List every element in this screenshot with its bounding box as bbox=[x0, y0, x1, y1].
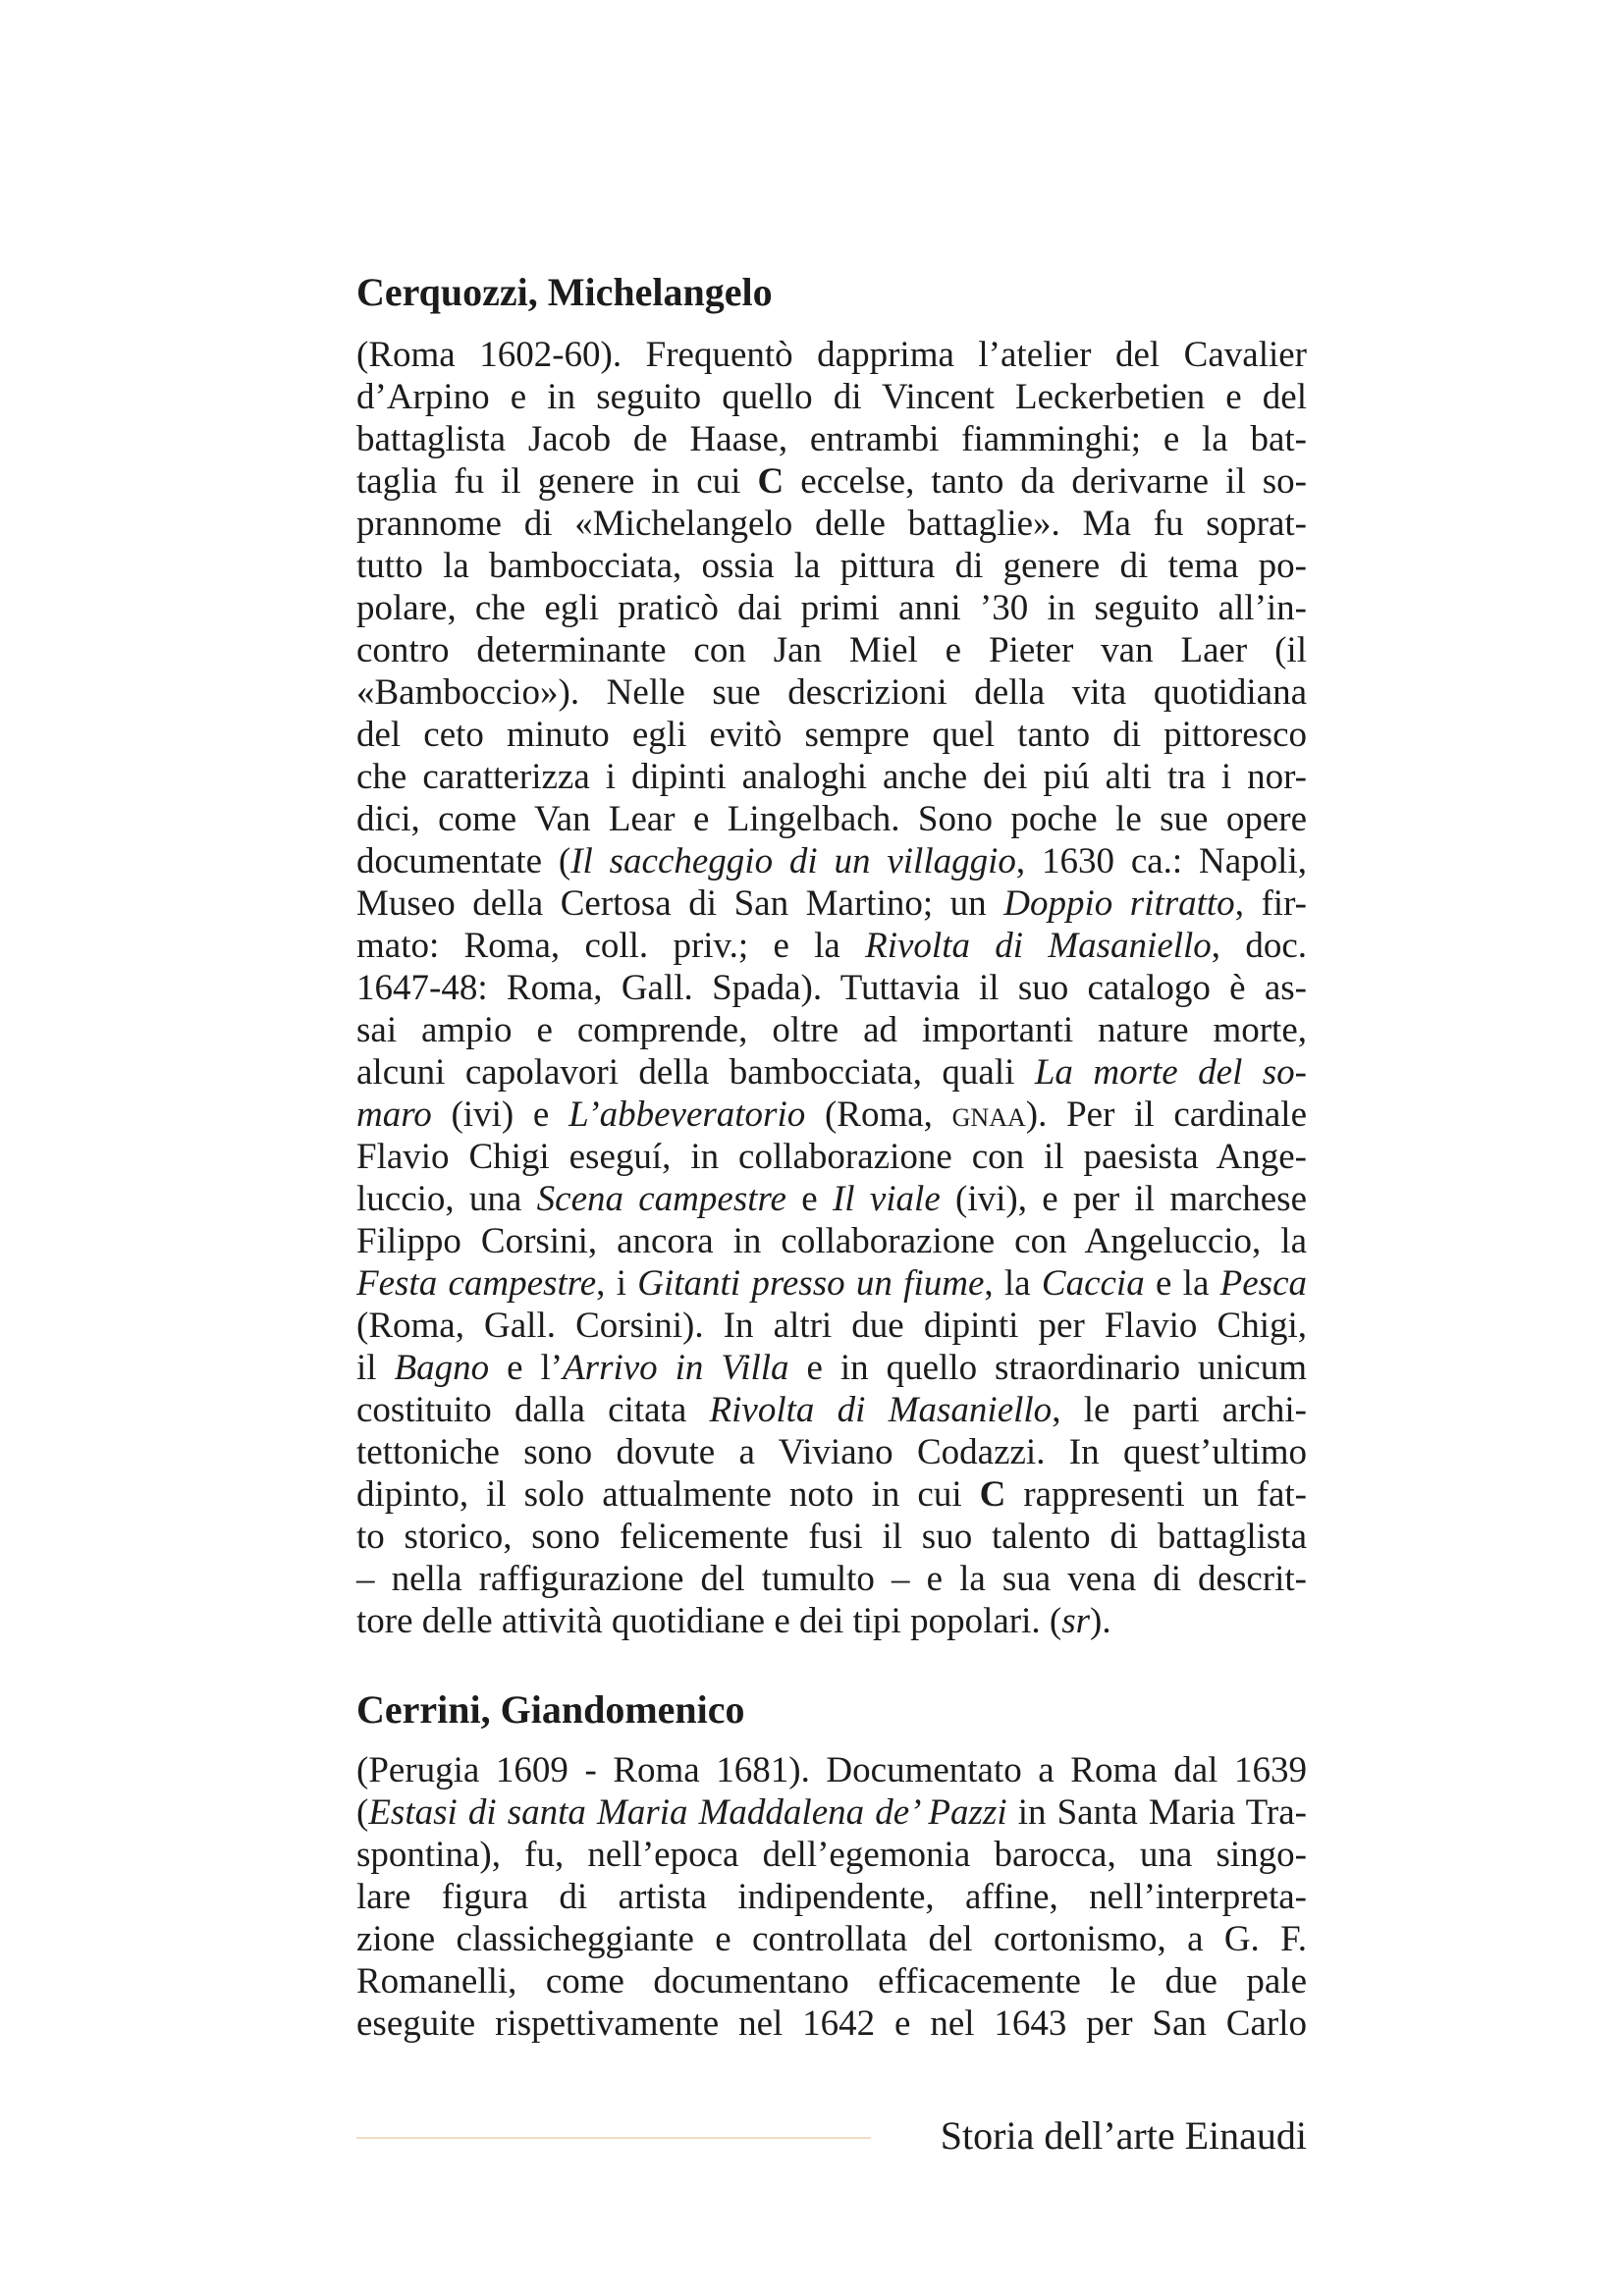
italic-run: Arrivo in Villa bbox=[563, 1348, 789, 1388]
text-run: e bbox=[785, 1179, 833, 1219]
text-line bbox=[356, 1136, 1307, 1178]
text-line bbox=[356, 1960, 1307, 2002]
italic-run: Gitanti presso un fiume bbox=[637, 1263, 985, 1304]
text-run: eccelse, tanto da derivarne il so- bbox=[784, 461, 1307, 502]
smallcaps-run: gnaa bbox=[951, 1095, 1026, 1135]
text-run: alcuni capolavori della bambocciata, quali bbox=[356, 1052, 1035, 1093]
text-line bbox=[356, 1094, 1307, 1136]
text-run: taglia fu il genere in cui bbox=[356, 461, 758, 502]
bold-run: C bbox=[979, 1474, 1006, 1515]
text-run: , le parti archi- bbox=[1052, 1390, 1308, 1430]
italic-run: La morte del so- bbox=[1034, 1052, 1308, 1093]
text-run: ( bbox=[356, 1792, 369, 1833]
text-run: luccio, una bbox=[356, 1179, 537, 1219]
text-run: Romanelli, come documentano efficacemente le due pale bbox=[356, 1961, 1307, 2002]
text-line bbox=[356, 376, 1307, 418]
italic-run: Festa campestre bbox=[356, 1263, 597, 1304]
text-line bbox=[356, 1262, 1307, 1305]
italic-run: maro bbox=[356, 1095, 432, 1135]
footer-rule bbox=[356, 2137, 871, 2139]
text-line bbox=[356, 756, 1307, 798]
text-line bbox=[356, 967, 1307, 1009]
text-run: zione classicheggiante e controllata del cortonismo, a G. F. bbox=[356, 1919, 1307, 1959]
text-line bbox=[356, 1834, 1307, 1876]
text-run: spontina), fu, nell’epoca dell’egemonia barocca, una singo- bbox=[356, 1835, 1307, 1875]
text-line bbox=[356, 503, 1307, 545]
italic-run: Caccia bbox=[1041, 1263, 1145, 1304]
text-line bbox=[356, 671, 1307, 714]
text-line bbox=[356, 1220, 1307, 1262]
text-run: , la bbox=[984, 1263, 1042, 1304]
text-line bbox=[356, 1516, 1307, 1558]
text-line bbox=[356, 545, 1307, 587]
text-line bbox=[356, 925, 1307, 967]
italic-run: Rivolta di Masaniello bbox=[865, 926, 1212, 966]
italic-run: Rivolta di Masaniello bbox=[709, 1390, 1053, 1430]
text-run: dipinto, il solo attualmente noto in cui bbox=[356, 1474, 980, 1515]
text-line bbox=[356, 1600, 1307, 1642]
text-line bbox=[356, 882, 1307, 925]
italic-run: Doppio ritratto bbox=[1003, 883, 1235, 924]
text-run: (ivi), e per il marchese bbox=[940, 1179, 1308, 1219]
italic-run: Estasi di santa Maria Maddalena de’ Pazzi bbox=[368, 1792, 1007, 1833]
text-line bbox=[356, 840, 1307, 882]
text-run: , i bbox=[596, 1263, 638, 1304]
bold-run: C bbox=[757, 461, 784, 502]
text-run: , doc. bbox=[1211, 926, 1307, 966]
text-line bbox=[356, 1051, 1307, 1094]
text-run: ). bbox=[1090, 1601, 1111, 1641]
text-run: «Bamboccio»). Nelle sue descrizioni della vita quotidiana bbox=[356, 672, 1307, 713]
text-line bbox=[356, 1431, 1307, 1473]
text-line bbox=[356, 714, 1307, 756]
text-line bbox=[356, 587, 1307, 629]
italic-run: L’abbeveratorio bbox=[568, 1095, 806, 1135]
entry-body-cerrini bbox=[356, 1749, 1307, 2045]
text-run: e la bbox=[1144, 1263, 1220, 1304]
text-run: Flavio Chigi eseguí, in collaborazione con il paesista Ange- bbox=[356, 1137, 1307, 1177]
italic-run: Il viale bbox=[832, 1179, 941, 1219]
text-line bbox=[356, 460, 1307, 503]
text-run: e l’ bbox=[489, 1348, 564, 1388]
text-run: del ceto minuto egli evitò sempre quel tanto di pittoresco bbox=[356, 715, 1307, 755]
text-run: (Roma 1602-60). Frequentò dapprima l’atelier del Cavalier bbox=[356, 335, 1307, 375]
italic-run: Scena campestre bbox=[536, 1179, 786, 1219]
text-run: lare figura di artista indipendente, affine, nell’interpreta- bbox=[356, 1877, 1307, 1917]
text-run: contro determinante con Jan Miel e Pieter van Laer (il bbox=[356, 630, 1307, 670]
text-run: (Roma, bbox=[805, 1095, 952, 1135]
text-run: il bbox=[356, 1348, 395, 1388]
text-line bbox=[356, 1305, 1307, 1347]
text-run: to storico, sono felicemente fusi il suo talento di battaglista bbox=[356, 1517, 1307, 1557]
entry-title-cerrini: Cerrini, Giandomenico bbox=[356, 1687, 745, 1732]
text-run: d’Arpino e in seguito quello di Vincent Leckerbetien e del bbox=[356, 377, 1307, 417]
text-line bbox=[356, 1791, 1307, 1834]
text-run: sai ampio e comprende, oltre ad importanti nature morte, bbox=[356, 1010, 1307, 1050]
text-line bbox=[356, 1876, 1307, 1918]
text-run: documentate ( bbox=[356, 841, 571, 881]
text-line bbox=[356, 334, 1307, 376]
text-run: eseguite rispettivamente nel 1642 e nel 1643 per San Carlo bbox=[356, 2003, 1307, 2044]
text-run: Museo della Certosa di San Martino; un bbox=[356, 883, 1004, 924]
text-run: che caratterizza i dipinti analoghi anche dei piú alti tra i nor- bbox=[356, 757, 1307, 797]
text-line bbox=[356, 1918, 1307, 1960]
italic-run: Pesca bbox=[1219, 1263, 1308, 1304]
text-run: tettoniche sono dovute a Viviano Codazzi. In quest’ultimo bbox=[356, 1432, 1307, 1472]
text-run: battaglista Jacob de Haase, entrambi fiamminghi; e la bat- bbox=[356, 419, 1307, 459]
text-run: ). Per il cardinale bbox=[1025, 1095, 1307, 1135]
text-line bbox=[356, 1009, 1307, 1051]
text-line bbox=[356, 418, 1307, 460]
text-run: (Roma, Gall. Corsini). In altri due dipinti per Flavio Chigi, bbox=[356, 1306, 1307, 1346]
text-line bbox=[356, 1389, 1307, 1431]
text-run: e in quello straordinario unicum bbox=[788, 1348, 1308, 1388]
text-line bbox=[356, 798, 1307, 840]
text-line bbox=[356, 629, 1307, 671]
text-line bbox=[356, 2002, 1307, 2045]
entry-body-cerquozzi bbox=[356, 334, 1307, 1642]
italic-run: Il saccheggio di un villaggio bbox=[570, 841, 1016, 881]
text-line bbox=[356, 1558, 1307, 1600]
text-run: polare, che egli praticò dai primi anni ’30 in seguito all’in- bbox=[356, 588, 1307, 628]
text-run: costituito dalla citata bbox=[356, 1390, 710, 1430]
entry-title-cerquozzi: Cerquozzi, Michelangelo bbox=[356, 270, 773, 314]
text-run: , 1630 ca.: Napoli, bbox=[1015, 841, 1307, 881]
text-run: tore delle attività quotidiane e dei tipi popolari. ( bbox=[356, 1601, 1062, 1641]
text-run: tutto la bambocciata, ossia la pittura di genere di tema po- bbox=[356, 546, 1307, 586]
text-run: 1647-48: Roma, Gall. Spada). Tuttavia il suo catalogo è as- bbox=[356, 968, 1307, 1008]
text-run: – nella raffigurazione del tumulto – e la sua vena di descrit- bbox=[356, 1559, 1307, 1599]
text-run: in Santa Maria Tra- bbox=[1006, 1792, 1307, 1833]
text-line bbox=[356, 1473, 1307, 1516]
text-run: mato: Roma, coll. priv.; e la bbox=[356, 926, 866, 966]
text-run: , fir- bbox=[1234, 883, 1307, 924]
italic-run: sr bbox=[1061, 1601, 1091, 1641]
text-line bbox=[356, 1347, 1307, 1389]
text-line bbox=[356, 1178, 1307, 1220]
footer-publisher-text: Storia dell’arte Einaudi bbox=[940, 2113, 1307, 2158]
text-run: (Perugia 1609 - Roma 1681). Documentato a Roma dal 1639 bbox=[356, 1750, 1307, 1790]
text-run: Filippo Corsini, ancora in collaborazione con Angeluccio, la bbox=[356, 1221, 1307, 1261]
italic-run: Bagno bbox=[394, 1348, 490, 1388]
text-line bbox=[356, 1749, 1307, 1791]
text-run: dici, come Van Lear e Lingelbach. Sono poche le sue opere bbox=[356, 799, 1307, 839]
text-run: prannome di «Michelangelo delle battaglie». Ma fu soprat- bbox=[356, 504, 1307, 544]
text-run: rappresenti un fat- bbox=[1005, 1474, 1307, 1515]
text-run: (ivi) e bbox=[431, 1095, 569, 1135]
